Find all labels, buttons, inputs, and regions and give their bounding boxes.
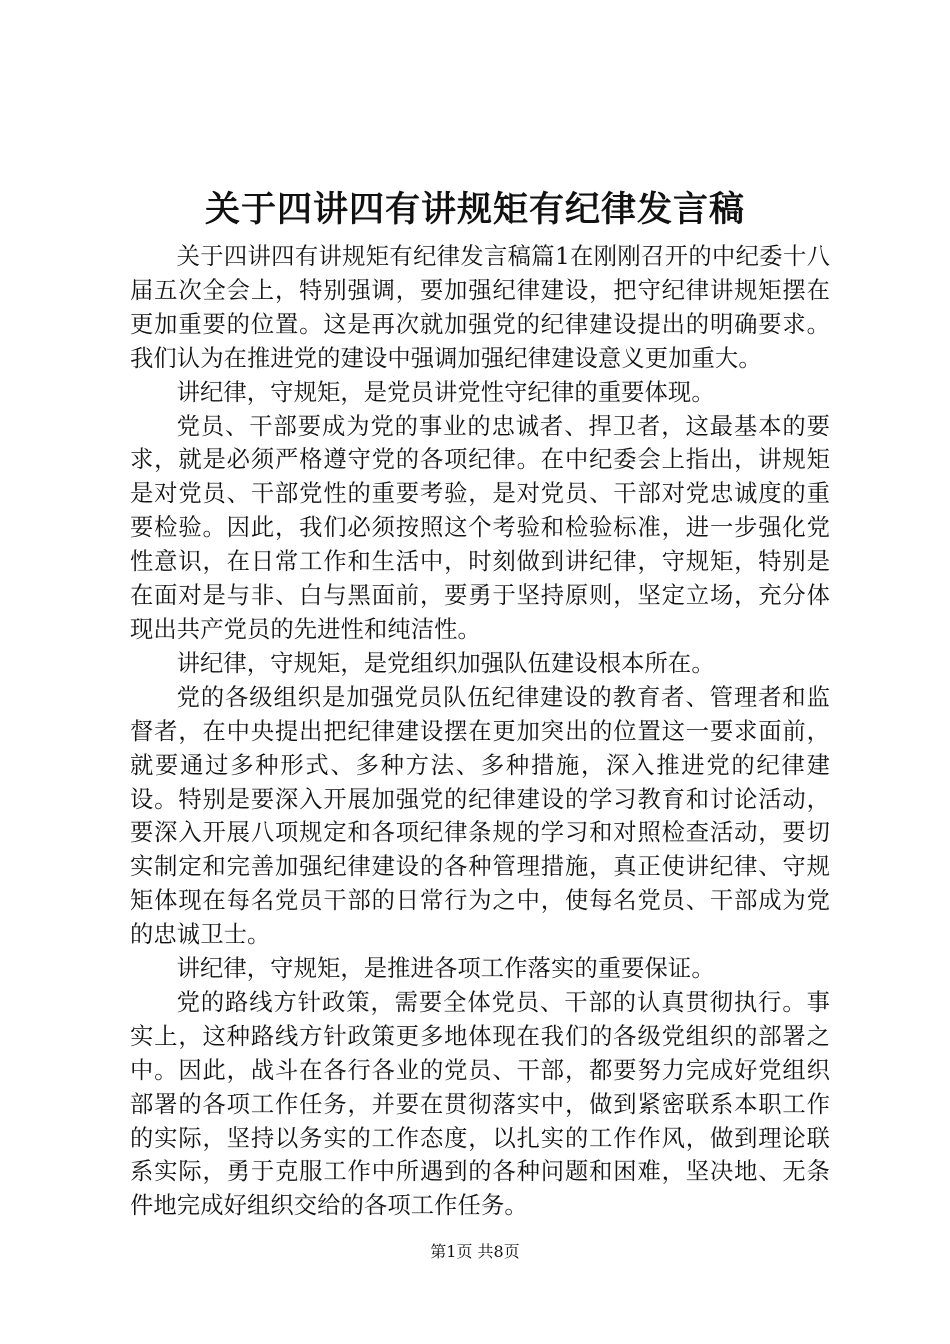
paragraph: 关于四讲四有讲规矩有纪律发言稿篇1在刚刚召开的中纪委十八届五次全会上，特别强调，要加强纪律建设，把守纪律讲规矩摆在更加重要的位置。这是再次就加强党的纪律建设提出的明确要求。我们认为在推进党的建设中强调加强纪律建设意义更加重大。 [130, 243, 830, 372]
page-footer: 第1页 共8页 [430, 1242, 520, 1261]
document-title: 关于四讲四有讲规矩有纪律发言稿 [204, 189, 745, 230]
paragraph: 讲纪律，守规矩，是党组织加强队伍建设根本所在。 [176, 649, 715, 677]
paragraph: 讲纪律，守规矩，是推进各项工作落实的重要保证。 [176, 955, 715, 983]
paragraph: 党员、干部要成为党的事业的忠诚者、捍卫者，这最基本的要求，就是必须严格遵守党的各项纪律。在中纪委会上指出，讲规矩是对党员、干部党性的重要考验，是对党员、干部对党忠诚度的重要检验。因此，我们必须按照这个考验和检验标准，进一步强化党性意识，在日常工作和生活中，时刻做到讲纪律，守规矩，特别是在面对是与非、白与黑面前，要勇于坚持原则，坚定立场，充分体现出共产党员的先进性和纯洁性。 [130, 412, 830, 643]
paragraph: 讲纪律，守规矩，是党员讲党性守纪律的重要体现。 [176, 378, 715, 406]
document-body [130, 240, 830, 1223]
paragraph: 党的各级组织是加强党员队伍纪律建设的教育者、管理者和监督者，在中央提出把纪律建设摆在更加突出的位置这一要求面前，就要通过多种形式、多种方法、多种措施，深入推进党的纪律建设。特别是要深入开展加强党的纪律建设的学习教育和讨论活动，要深入开展八项规定和各项纪律条规的学习和对照检查活动，要切实制定和完善加强纪律建设的各种管理措施，真正使讲纪律、守规矩体现在每名党员干部的日常行为之中，使每名党员、干部成为党的忠诚卫士。 [130, 683, 830, 949]
paragraph: 党的路线方针政策，需要全体党员、干部的认真贯彻执行。事实上，这种路线方针政策更多地体现在我们的各级党组织的部署之中。因此，战斗在各行各业的党员、干部，都要努力完成好党组织部署的各项工作任务，并要在贯彻落实中，做到紧密联系本职工作的实际，坚持以务实的工作态度，以扎实的工作作风，做到理论联系实际，勇于克服工作中所遇到的各种问题和困难，坚决地、无条件地完成好组织交给的各项工作任务。 [130, 988, 830, 1220]
